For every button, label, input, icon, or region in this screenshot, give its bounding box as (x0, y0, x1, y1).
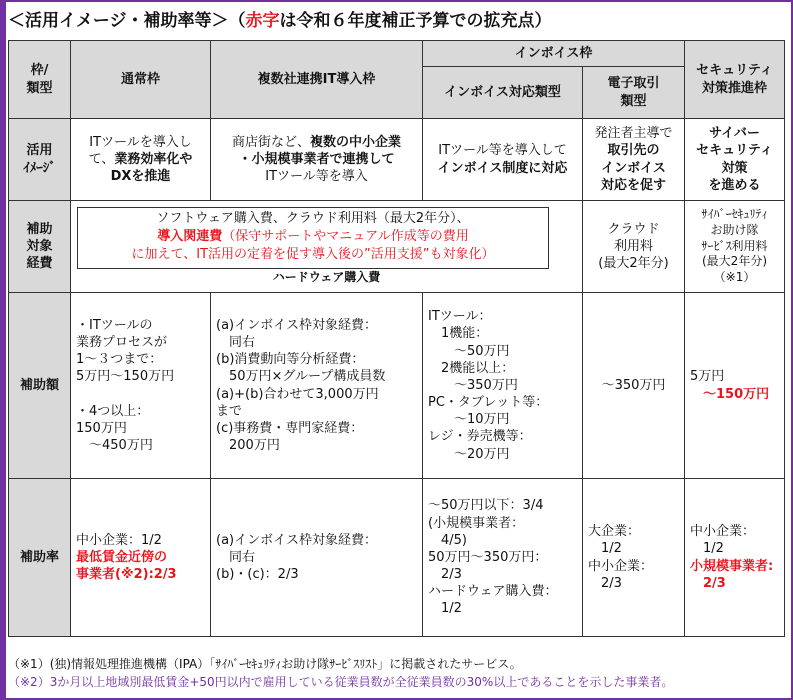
subsidy-table (8, 40, 785, 637)
cell-amount-multi: (a)インボイス枠対象経費： 同右 (b)消費動向等分析経費： 50万円×グループ構成員数 (a)+(b)合わせて3,000万円 まで (c)事務費・専門家経費： 200万円 (211, 293, 423, 479)
col-normal: 通常枠 (71, 41, 211, 119)
rate-normal-text: 中小企業：1/2 (76, 532, 162, 548)
cell-amount-invoice: ITツール： 1機能： ～50万円 2機能以上： ～350万円 PC・タブレット等： ～10万円 レジ・券売機等： ～20万円 (423, 293, 583, 479)
activity-normal-text: ITツールを導入し て、 (88, 134, 192, 167)
section-header (8, 6, 787, 36)
cell-rate-normal (71, 479, 211, 637)
col-frame-type: 枠/ 類型 (9, 41, 71, 119)
rate-security-text: 中小企業： 1/2 (690, 524, 756, 557)
expense-hardware: ハードウェア購入費 (272, 270, 381, 285)
cell-rate-edi: 大企業： 1/2 中小企業： 2/3 (583, 479, 685, 637)
activity-multi-post: ITツール等を導入 (265, 169, 368, 185)
row-label-activity: 活用 ｲﾒｰｼﾞ (9, 119, 71, 201)
footnotes (8, 655, 788, 691)
col-invoice-group: インボイス枠 (423, 41, 685, 67)
activity-multi-text: 商店街など、 (231, 134, 310, 150)
header-suffix: は令和６年度補正予算での拡充点） (279, 11, 552, 31)
table-row-rate (9, 479, 785, 637)
activity-multi-bold: 複数の中小企業 ・小規模事業者で連携して (238, 134, 402, 167)
cell-activity-multi (211, 119, 423, 201)
amount-security-red: ～150万円 (703, 386, 770, 402)
col-multi: 複数社連携IT導入枠 (211, 41, 423, 119)
footnote-1: （※1）(独)情報処理推進機構（IPA）「ｻｲﾊﾞｰｾｷｭﾘﾃｨお助け隊ｻｰﾋﾞｽﾘｽﾄ」に掲載されたサービス。 (8, 657, 522, 671)
col-invoice-type: インボイス対応類型 (423, 67, 583, 119)
cell-amount-normal: ・ITツールの 業務プロセスが 1～３つまで： 5万円～150万円 ・4つ以上： 150万円 ～450万円 (71, 293, 211, 479)
cell-activity-invoice (423, 119, 583, 201)
activity-invoice-text: ITツール等を導入して (438, 143, 567, 159)
row-label-rate: 補助率 (9, 479, 71, 637)
col-security: セキュリティ 対策推進枠 (685, 41, 785, 119)
table-row-activity (9, 119, 785, 201)
expense-box-red-title: 導入関連費 (157, 229, 223, 245)
cell-activity-edi (583, 119, 685, 201)
cell-rate-security (685, 479, 785, 637)
row-label-expense: 補助 対象 経費 (9, 201, 71, 293)
cell-expense-security: ｻｲﾊﾞｰｾｷｭﾘﾃｨ お助け隊 ｻｰﾋﾞｽ利用料 (最大2年分) （※1） (685, 201, 785, 293)
cell-amount-security (685, 293, 785, 479)
cell-expense-merged (71, 201, 583, 293)
rate-normal-red: 最低賃金近傍の 事業者(※2):2/3 (76, 549, 177, 583)
table-row-amount (9, 293, 785, 479)
header-prefix: ＜活用イメージ・補助率等＞（ (8, 11, 246, 31)
cell-amount-edi: ～350万円 (583, 293, 685, 479)
col-edi: 電子取引 類型 (583, 67, 685, 119)
table-row-expense (9, 201, 785, 293)
cell-expense-edi: クラウド 利用料 (最大2年分) (583, 201, 685, 293)
cell-rate-multi: (a)インボイス枠対象経費： 同右 (b)・(c)：2/3 (211, 479, 423, 637)
expense-box-red-detail: （保守サポートやマニュアル作成等の費用 に加えて、IT活用の定着を促す導入後の”活用支援”も対象化） (131, 229, 495, 263)
cell-rate-invoice: ～50万円以下：3/4 (小規模事業者： 4/5) 50万円～350万円： 2/3 ハードウェア購入費： 1/2 (423, 479, 583, 637)
cell-activity-security: サイバー セキュリティ 対策 を進める (685, 119, 785, 201)
rate-security-red: 小規模事業者: 2/3 (690, 558, 774, 591)
activity-edi-text: 発注者主導で (594, 126, 673, 142)
footnote-2: （※2）3か月以上地域別最低賃金+50円以内で雇用している従業員数が全従業員数の30%以上であることを示した事業者。 (8, 675, 674, 689)
activity-normal-bold: 業務効率化や DXを推進 (110, 151, 193, 185)
expense-box-line1: ソフトウェア購入費、クラウド利用料（最大2年分）、 (156, 211, 470, 226)
activity-invoice-bold: インボイス制度に対応 (437, 160, 568, 176)
cell-activity-normal (71, 119, 211, 201)
expense-callout-box (77, 207, 549, 269)
amount-security-text: 5万円 (690, 369, 725, 385)
header-highlight: 赤字 (245, 11, 280, 31)
row-label-amount: 補助額 (9, 293, 71, 479)
activity-edi-bold: 取引先の インボイス 対応を促す (600, 143, 666, 193)
